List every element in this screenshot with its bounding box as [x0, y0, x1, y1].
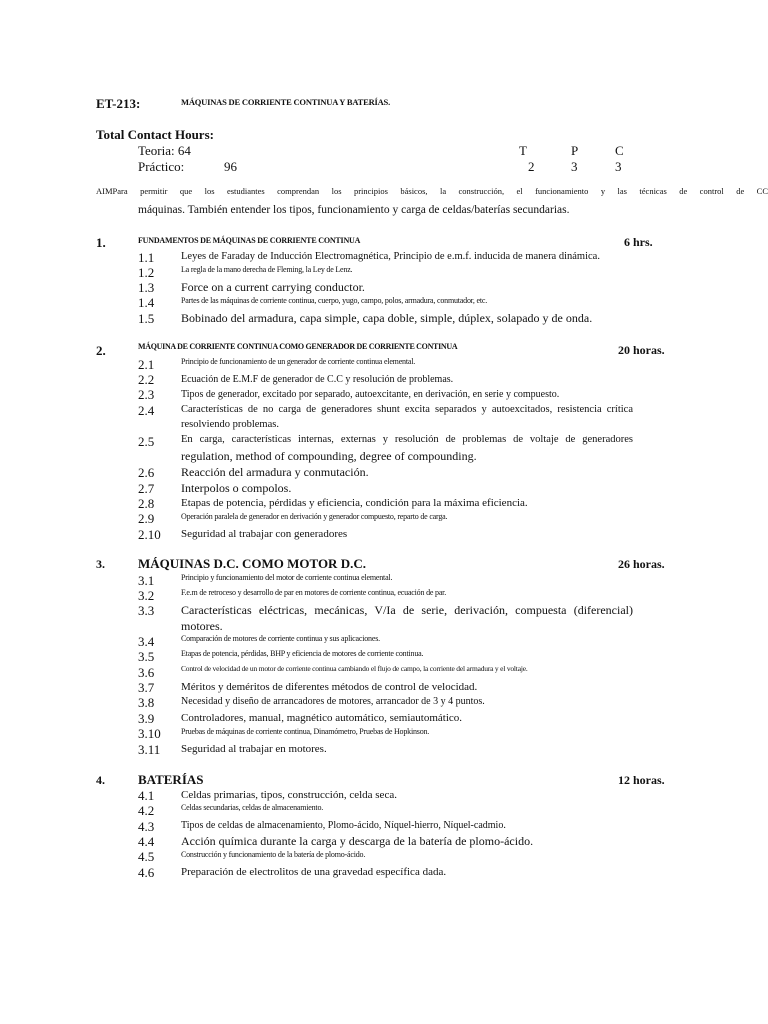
item-text: Acción química durante la carga y descarga de la batería de plomo-ácido. [181, 834, 534, 848]
item-text: Construcción y funcionamiento de la batería de plomo-ácido. [181, 850, 366, 859]
section-2-number: 2. [96, 343, 106, 358]
item-text: En carga, características internas, externas y resolución de problemas de voltaje de generadores [181, 434, 633, 445]
practico-label: Práctico: [138, 159, 185, 174]
item-number: 3.11 [138, 742, 161, 757]
aim-line-2: máquinas. También entender los tipos, funcionamiento y carga de celdas/baterías secundarias. [138, 204, 570, 216]
aim-line-1: AIMPara permitir que los estudiantes comprendan los principios básicos, la construcción, el funcionamiento y las técnicas de control de CC [96, 186, 768, 196]
item-text: La regla de la mano derecha de Fleming, la Ley de Lenz. [181, 265, 353, 274]
section-1-title: FUNDAMENTOS DE MÁQUINAS DE CORRIENTE CONTINUA [138, 236, 361, 245]
course-code: ET-213: [96, 96, 141, 111]
item-number: 3.2 [138, 588, 155, 603]
item-number: 1.5 [138, 311, 155, 326]
item-number: 3.4 [138, 634, 155, 649]
item-text: Comparación de motores de corriente continua y sus aplicaciones. [181, 634, 380, 643]
item-number: 3.5 [138, 649, 155, 664]
section-2-hours: 20 horas. [618, 343, 665, 357]
item-number: 4.3 [138, 819, 155, 834]
contact-hours-heading: Total Contact Hours: [96, 127, 214, 142]
val-p: 3 [571, 159, 578, 174]
item-text: Force on a current carrying conductor. [181, 280, 365, 294]
item-number: 4.6 [138, 865, 155, 880]
col-p-header: P [571, 143, 579, 158]
item-text: Tipos de celdas de almacenamiento, Plomo-ácido, Níquel-hierro, Níquel-cadmio. [181, 820, 506, 831]
item-number: 1.2 [138, 265, 155, 280]
item-text: Bobinado del armadura, capa simple, capa doble, simple, dúplex, solapado y de onda. [181, 311, 593, 325]
item-number: 2.9 [138, 511, 155, 526]
section-2-title: MÁQUINA DE CORRIENTE CONTINUA COMO GENERADOR DE CORRIENTE CONTINUA [138, 342, 458, 351]
item-number: 2.3 [138, 387, 155, 402]
item-text: Tipos de generador, excitado por separado, autoexcitante, en derivación, en serie y compuesto. [181, 389, 560, 400]
item-number: 3.6 [138, 665, 155, 680]
item-number: 3.3 [138, 603, 155, 618]
item-number: 1.3 [138, 280, 155, 295]
item-number: 1.1 [138, 250, 155, 265]
item-text: Características eléctricas, mecánicas, V/Ia de serie, derivación, compuesta (diferencial) [181, 603, 633, 617]
section-3-title: MÁQUINAS D.C. COMO MOTOR D.C. [138, 556, 366, 571]
section-3-hours: 26 horas. [618, 557, 665, 571]
item-text: Méritos y deméritos de diferentes métodos de control de velocidad. [181, 681, 478, 693]
section-3-number: 3. [96, 557, 105, 571]
section-4-number: 4. [96, 773, 105, 787]
item-number: 3.1 [138, 573, 155, 588]
col-t-header: T [519, 143, 527, 158]
item-text: Operación paralela de generador en derivación y generador compuesto, reparto de carga. [181, 512, 448, 521]
item-text: Controladores, manual, magnético automático, semiautomático. [181, 712, 463, 724]
section-4-hours: 12 horas. [618, 773, 665, 787]
item-text-continued: resolviendo problemas. [181, 419, 279, 430]
item-number: 2.5 [138, 434, 155, 449]
item-text: Interpolos o compolos. [181, 481, 292, 495]
item-text: Partes de las máquinas de corriente continua, cuerpo, yugo, campo, polos, armadura, conmutador, etc. [181, 296, 488, 305]
item-number: 4.2 [138, 803, 155, 818]
item-text: Características de no carga de generadores shunt excita separados y autoexcitados, resistencia crítica [181, 404, 633, 415]
item-number: 1.4 [138, 295, 155, 310]
item-text: Necesidad y diseño de arrancadores de motores, arrancador de 3 y 4 puntos. [181, 696, 485, 707]
item-text-continued: regulation, method of compounding, degree of compounding. [181, 449, 477, 463]
item-number: 2.10 [138, 527, 161, 542]
item-text: F.e.m de retroceso y desarrollo de par en motores de corriente continua, ecuación de par. [181, 588, 447, 597]
item-number: 3.10 [138, 726, 161, 741]
teoria-hours: Teoria: 64 [138, 143, 191, 158]
course-title: MÁQUINAS DE CORRIENTE CONTINUA Y BATERÍAS. [181, 97, 391, 107]
col-c-header: C [615, 143, 624, 158]
item-number: 4.4 [138, 834, 155, 849]
item-number: 2.7 [138, 481, 155, 496]
item-text: Celdas primarias, tipos, construcción, celda seca. [181, 789, 397, 801]
section-1-hours: 6 hrs. [624, 235, 653, 249]
item-number: 3.7 [138, 680, 155, 695]
item-text: Etapas de potencia, pérdidas y eficiencia, condición para la máxima eficiencia. [181, 497, 528, 509]
item-number: 2.8 [138, 496, 155, 511]
item-text: Ecuación de E.M.F de generador de C.C y resolución de problemas. [181, 374, 454, 385]
item-text: Principio y funcionamiento del motor de corriente continua elemental. [181, 573, 393, 582]
item-text: Control de velocidad de un motor de corriente continua cambiando el flujo de campo, la corriente del armadura y el voltaje. [181, 664, 528, 673]
item-number: 3.8 [138, 695, 155, 710]
item-text: Leyes de Faraday de Inducción Electromagnética, Principio de e.m.f. inducida de manera dinámica. [181, 251, 600, 262]
item-number: 2.1 [138, 357, 155, 372]
item-text: Etapas de potencia, pérdidas, BHP y eficiencia de motores de corriente continua. [181, 649, 424, 658]
item-text: Pruebas de máquinas de corriente continua, Dinamómetro, Pruebas de Hopkinson. [181, 727, 430, 736]
item-text: Celdas secundarias, celdas de almacenamiento. [181, 803, 324, 812]
item-number: 3.9 [138, 711, 155, 726]
item-text: Seguridad al trabajar en motores. [181, 743, 327, 755]
item-number: 2.4 [138, 403, 155, 418]
item-text: Principio de funcionamiento de un generador de corriente continua elemental. [181, 357, 416, 366]
val-t: 2 [528, 159, 535, 174]
item-number: 4.5 [138, 849, 155, 864]
section-4-title: BATERÍAS [138, 772, 204, 787]
section-1-number: 1. [96, 235, 106, 250]
item-text: Reacción del armadura y conmutación. [181, 465, 369, 479]
item-text: Seguridad al trabajar con generadores [181, 528, 348, 540]
item-number: 2.2 [138, 372, 155, 387]
item-number: 2.6 [138, 465, 155, 480]
item-text: Preparación de electrolitos de una gravedad específica dada. [181, 866, 447, 878]
practico-value: 96 [224, 159, 237, 174]
item-number: 4.1 [138, 788, 155, 803]
item-text-continued: motores. [181, 619, 223, 633]
val-c: 3 [615, 159, 622, 174]
